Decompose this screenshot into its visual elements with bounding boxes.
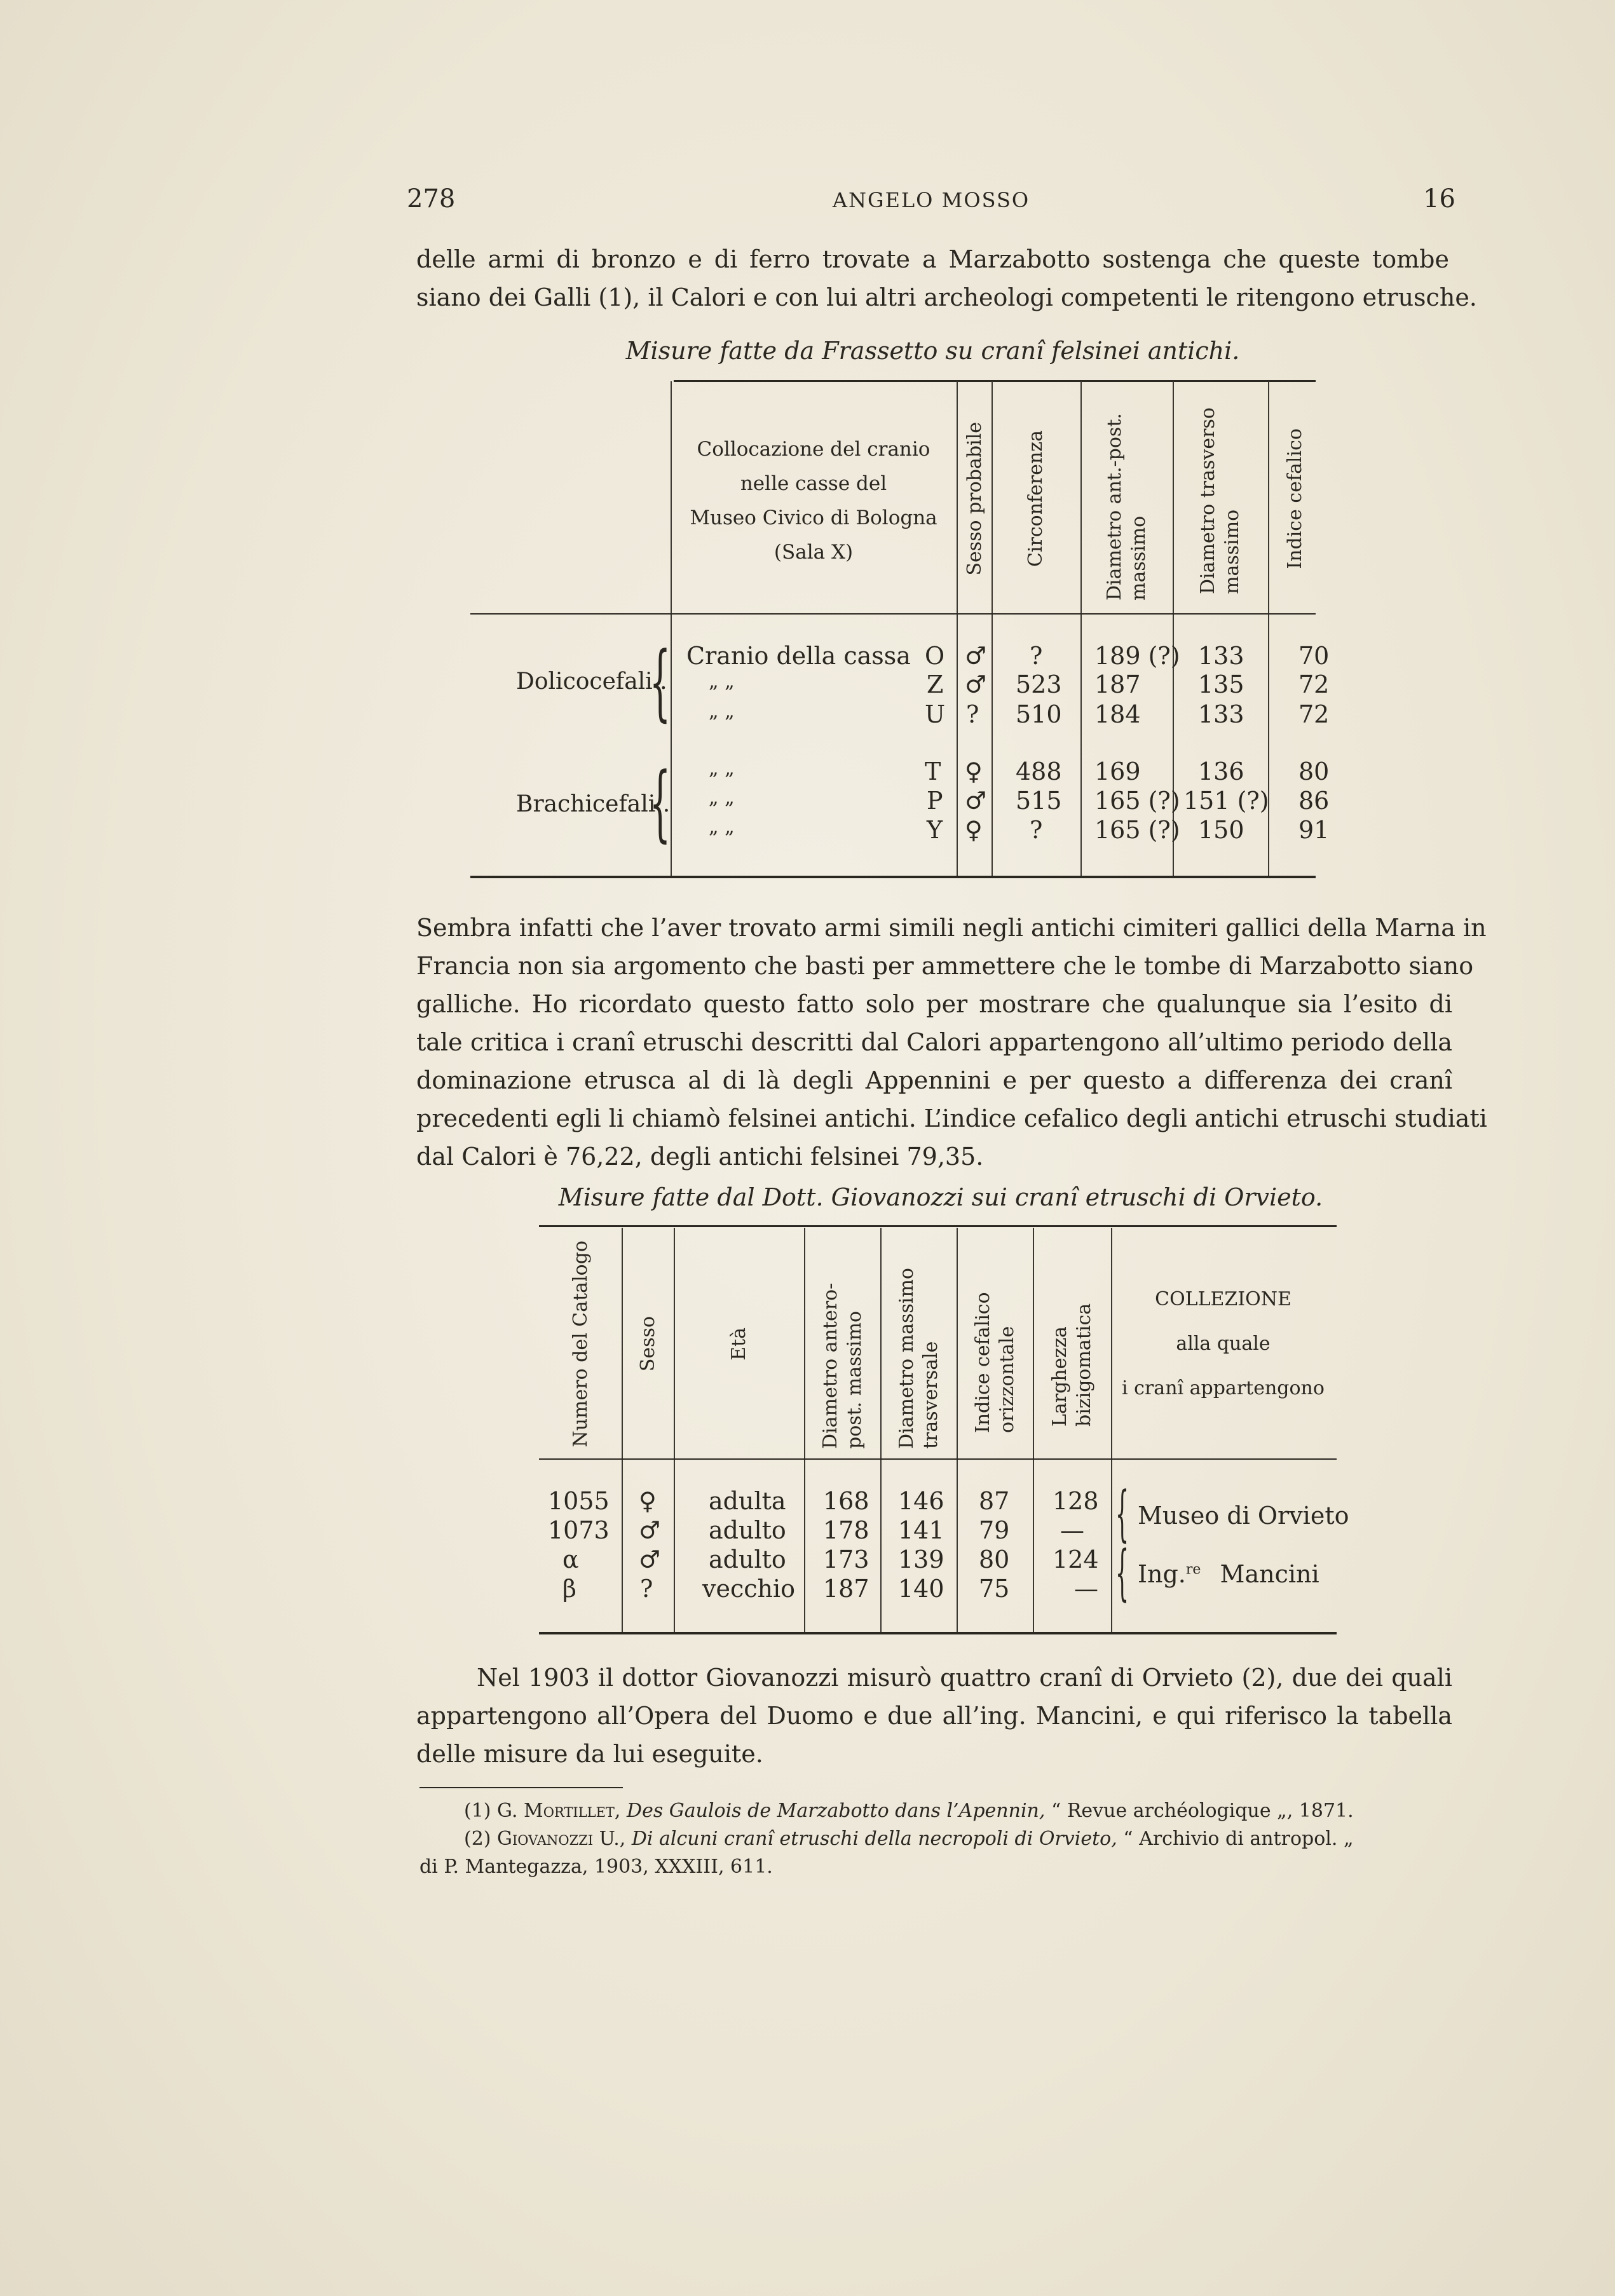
body-line: tale critica i cranî etruschi descritti dal Calori appartengono all’ultimo periodo della — [416, 1028, 1452, 1056]
table2-head-col — [806, 1233, 879, 1455]
body-line: Sembra infatti che l’aver trovato armi simili negli antichi cimiteri gallici della Marna in — [416, 914, 1487, 942]
cell-dap: 169 — [1094, 757, 1141, 785]
final-line: delle misure da lui eseguite. — [416, 1740, 763, 1768]
table1-head-col — [960, 391, 990, 607]
cell-num: α — [562, 1545, 579, 1573]
cell-sex: ? — [640, 1575, 653, 1603]
table2-vline — [880, 1228, 882, 1633]
table1-vline — [1080, 381, 1082, 877]
table2-head-col — [676, 1233, 802, 1455]
cell-lb: — — [1060, 1516, 1084, 1544]
cell-ic: 91 — [1298, 816, 1330, 844]
cell-sex: ♂ — [965, 642, 987, 670]
footnote-author: G. Mortillet, — [497, 1800, 621, 1822]
cell-place: „ „ — [709, 757, 735, 780]
footnotes — [419, 1797, 1452, 1881]
table2-head-col — [1035, 1233, 1110, 1455]
footnote-rest: di P. Mantegazza, 1903, XXXIII, 611. — [419, 1856, 773, 1878]
intro-line: delle armi di bronzo e di ferro trovate a Marzabotto sostenga che queste tombe — [416, 245, 1449, 273]
brace-icon: { — [1115, 1538, 1129, 1608]
table1-head-collocazione — [674, 432, 953, 569]
cell-sex: ♀ — [965, 816, 983, 844]
cell-ic: 87 — [979, 1487, 1010, 1515]
head-line: (Sala X) — [773, 541, 854, 564]
cell-case: Y — [927, 816, 943, 844]
cell-case: O — [925, 642, 945, 670]
brace-icon: { — [650, 634, 671, 730]
cell-circ: 523 — [1016, 670, 1062, 698]
body-paragraph — [416, 909, 1487, 1176]
table2-vline — [957, 1228, 958, 1633]
collection-mancini — [1138, 1560, 1319, 1588]
table2-bottom-rule — [539, 1632, 1337, 1634]
cell-place: „ „ — [709, 700, 735, 723]
head-sesso: Sesso probabile — [964, 422, 986, 576]
cell-ic: 86 — [1298, 787, 1330, 815]
final-paragraph — [416, 1659, 1452, 1773]
table1-head-rule — [470, 613, 1316, 615]
head-dap: Diametro ant.-post. massimo — [1103, 413, 1150, 601]
cell-dtr: 136 — [1198, 757, 1244, 785]
table2-head-col — [958, 1233, 1032, 1455]
cell-lb: 124 — [1053, 1545, 1099, 1573]
cell-dtr: 133 — [1198, 700, 1244, 728]
table2-caption: Misure fatte dal Dott. Giovanozzi sui cranî etruschi di Orvieto. — [558, 1183, 1323, 1211]
footnote-mark: (2) — [464, 1828, 491, 1850]
cell-dtr: 135 — [1198, 670, 1244, 698]
running-head — [407, 184, 1455, 222]
footnote-title: Di alcuni cranî etruschi della necropoli di Orvieto, — [631, 1828, 1117, 1850]
collection-ing: Ing. — [1138, 1560, 1186, 1588]
cell-dtr: 146 — [898, 1487, 944, 1515]
cell-dap: 173 — [823, 1545, 869, 1573]
cell-eta: adulto — [709, 1516, 786, 1544]
table2-head-col — [624, 1233, 672, 1455]
table1-head-col — [1084, 391, 1169, 607]
cell-place: Cranio della cassa — [686, 642, 911, 670]
page-number-left: 278 — [407, 184, 456, 214]
cell-dap: 178 — [823, 1516, 869, 1544]
head-eta: Età — [728, 1328, 750, 1361]
cell-num: 1055 — [548, 1487, 610, 1515]
cell-eta: adulta — [709, 1487, 786, 1515]
cell-num: β — [562, 1575, 576, 1603]
cell-lb: 128 — [1053, 1487, 1099, 1515]
cell-sex: ♂ — [639, 1545, 661, 1573]
body-line: dominazione etrusca al di là degli Appennini e per questo a differenza dei cranî — [416, 1066, 1452, 1094]
table1-vline — [671, 381, 672, 877]
final-line: appartengono all’Opera del Duomo e due all’ing. Mancini, e qui riferisco la tabella — [416, 1702, 1452, 1730]
head-line: alla quale — [1176, 1333, 1271, 1355]
cell-dtr: 141 — [898, 1516, 944, 1544]
group-label-brachicefali: Brachicefali . — [516, 791, 671, 817]
body-line: Francia non sia argomento che basti per ammettere che le tombe di Marzabotto siano — [416, 952, 1474, 980]
head-lb: Larghezza bizigomatica — [1049, 1303, 1095, 1427]
cell-case: U — [925, 700, 946, 728]
table2-vline — [622, 1228, 623, 1633]
cell-sex: ? — [966, 700, 979, 728]
cell-case: Z — [927, 670, 944, 698]
cell-place: „ „ — [709, 787, 735, 809]
table1-head-col — [1271, 391, 1319, 607]
head-line: Museo Civico di Bologna — [690, 506, 937, 529]
footnote-2-continued — [419, 1853, 1452, 1881]
head-indice: Indice cefalico — [1283, 428, 1306, 569]
cell-dap: 165 (?) — [1094, 787, 1180, 815]
collection-museo-orvieto: Museo di Orvieto — [1138, 1502, 1349, 1530]
head-line: COLLEZIONE — [1155, 1288, 1291, 1310]
footnote-rest: “ Revue archéologique „, 1871. — [1051, 1800, 1354, 1822]
cell-ic: 75 — [979, 1575, 1010, 1603]
table2-head-col — [882, 1233, 955, 1455]
footnote-title: Des Gaulois de Marzabotto dans l’Apennin, — [627, 1800, 1046, 1822]
footnote-mark: (1) — [464, 1800, 491, 1822]
head-line: nelle casse del — [740, 472, 887, 495]
cell-circ: 488 — [1016, 757, 1062, 785]
head-ic: Indice cefalico orizzontale — [971, 1292, 1018, 1433]
page-number-right: 16 — [1423, 184, 1455, 214]
final-line: Nel 1903 il dottor Giovanozzi misurò quattro cranî di Orvieto (2), due dei quali — [477, 1664, 1452, 1692]
intro-paragraph — [416, 240, 1477, 316]
table2-vline — [674, 1228, 675, 1633]
body-line: precedenti egli li chiamò felsinei antichi. L’indice cefalico degli antichi etruschi studiati — [416, 1104, 1487, 1132]
collection-mancini-name: Mancini — [1220, 1560, 1319, 1588]
footnote-rule — [419, 1787, 623, 1788]
cell-place: „ „ — [709, 670, 735, 693]
cell-case: P — [927, 787, 943, 815]
cell-ic: 79 — [979, 1516, 1010, 1544]
table2-vline — [1033, 1228, 1034, 1633]
table2-vline — [1111, 1228, 1112, 1633]
head-numero: Numero del Catalogo — [569, 1240, 592, 1448]
cell-ic: 72 — [1298, 670, 1330, 698]
cell-dap: 189 (?) — [1094, 642, 1180, 670]
cell-circ: 515 — [1016, 787, 1062, 815]
footnote-rest: “ Archivio di antropol. „ — [1123, 1828, 1354, 1850]
cell-ic: 80 — [979, 1545, 1010, 1573]
cell-dtr: 151 (?) — [1183, 787, 1269, 815]
cell-dtr: 133 — [1198, 642, 1244, 670]
cell-circ: 510 — [1016, 700, 1062, 728]
collection-ing-superscript: re — [1185, 1561, 1201, 1578]
head-circonferenza: Circonferenza — [1025, 430, 1047, 567]
head-sesso: Sesso — [637, 1316, 659, 1372]
intro-line: siano dei Galli (1), il Calori e con lui altri archeologi competenti le ritengono etrusche. — [416, 283, 1477, 311]
brace-icon: { — [650, 754, 671, 851]
cell-case: T — [925, 757, 941, 785]
cell-eta: adulto — [709, 1545, 786, 1573]
table1-vline — [957, 381, 958, 877]
footnote-2 — [419, 1825, 1452, 1853]
cell-sex: ♀ — [639, 1487, 657, 1515]
table1-bottom-rule — [470, 876, 1316, 878]
table2-head-rule — [539, 1458, 1337, 1460]
cell-circ: ? — [1030, 816, 1043, 844]
table2-head-collezione — [1114, 1277, 1333, 1411]
cell-dtr: 150 — [1198, 816, 1244, 844]
cell-sex: ♂ — [965, 670, 987, 698]
table2-vline — [804, 1228, 805, 1633]
cell-sex: ♂ — [965, 787, 987, 815]
cell-num: 1073 — [548, 1516, 610, 1544]
cell-ic: 72 — [1298, 700, 1330, 728]
cell-sex: ♀ — [965, 757, 983, 785]
cell-lb: — — [1074, 1575, 1098, 1603]
table1-top-rule — [674, 380, 1316, 382]
cell-dap: 187 — [1094, 670, 1141, 698]
cell-ic: 70 — [1298, 642, 1330, 670]
table1-vline — [991, 381, 993, 877]
table1-head-col — [1176, 391, 1265, 607]
footnote-1 — [419, 1797, 1452, 1825]
cell-dap: 184 — [1094, 700, 1141, 728]
cell-dap: 165 (?) — [1094, 816, 1180, 844]
cell-sex: ♂ — [639, 1516, 661, 1544]
cell-place: „ „ — [709, 816, 735, 838]
head-dap: Diametro antero-post. massimo — [819, 1282, 866, 1449]
table2-top-rule — [539, 1225, 1337, 1227]
cell-ic: 80 — [1298, 757, 1330, 785]
cell-dap: 187 — [823, 1575, 869, 1603]
brace-icon: { — [1115, 1479, 1129, 1549]
head-line: i cranî appartengono — [1122, 1377, 1325, 1399]
body-line: dal Calori è 76,22, degli antichi felsinei 79,35. — [416, 1143, 984, 1171]
head-dtr: Diametro massimo trasversale — [895, 1268, 942, 1449]
footnote-author: Giovanozzi U., — [497, 1828, 626, 1850]
cell-dap: 168 — [823, 1487, 869, 1515]
cell-eta: vecchio — [702, 1575, 796, 1603]
cell-circ: ? — [1030, 642, 1043, 670]
head-dtr: Diametro trasverso massimo — [1197, 407, 1243, 594]
table1-caption: Misure fatte da Frassetto su cranî felsinei antichi. — [625, 337, 1240, 365]
cell-dtr: 140 — [898, 1575, 944, 1603]
table2-head-col — [542, 1233, 620, 1455]
body-line: galliche. Ho ricordato questo fatto solo per mostrare che qualunque sia l’esito di — [416, 990, 1452, 1018]
head-line: Collocazione del cranio — [697, 438, 930, 461]
running-title: ANGELO MOSSO — [832, 188, 1030, 212]
cell-dtr: 139 — [898, 1545, 944, 1573]
group-label-dolicocefali: Dolicocefali . — [516, 669, 667, 695]
table1-head-col — [995, 391, 1077, 607]
